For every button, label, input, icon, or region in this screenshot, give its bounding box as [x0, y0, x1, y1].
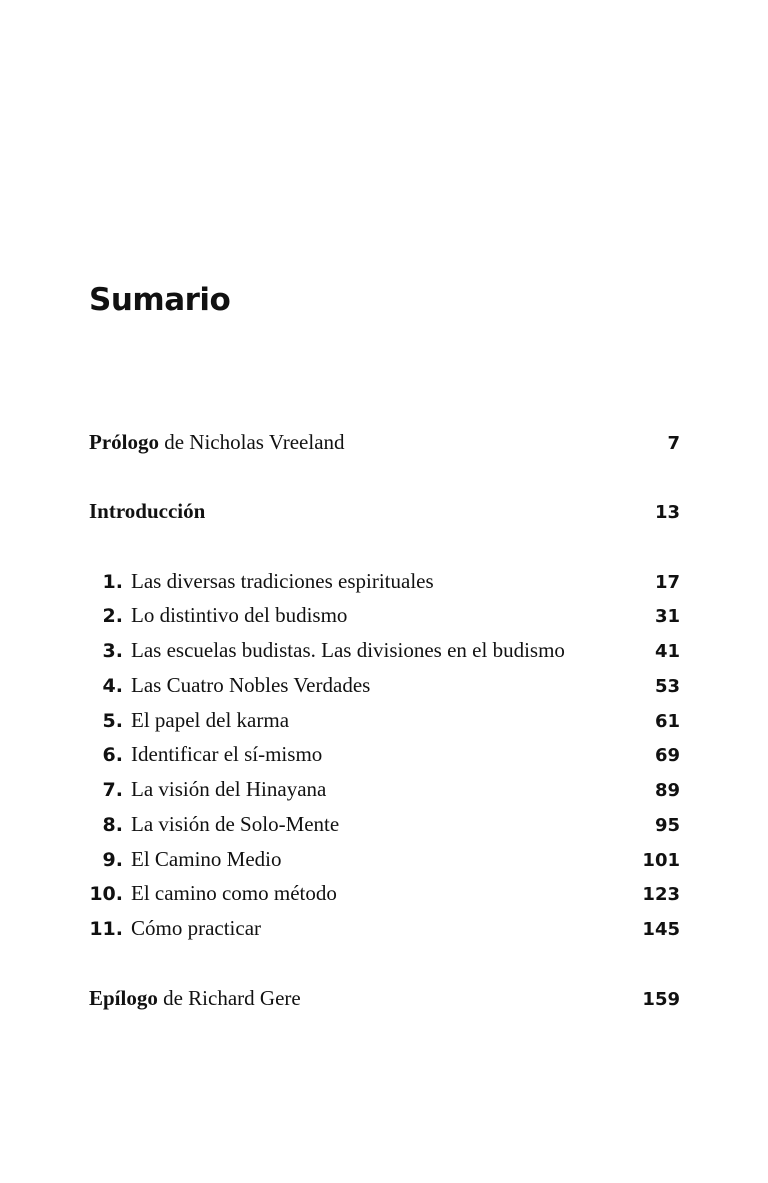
toc-page-number: 53 [654, 676, 680, 697]
toc-chapter-heading [89, 844, 282, 874]
toc-page-number: 31 [654, 606, 680, 627]
toc-entry-label: Prólogo [89, 430, 159, 454]
page-title: Sumario [89, 282, 231, 318]
toc-chapter-heading [89, 705, 289, 735]
toc-page-number: 41 [654, 641, 680, 662]
chapter-number: 6. [102, 744, 123, 766]
chapter-title: Lo distintivo del budismo [131, 603, 348, 627]
toc-chapter-6[interactable] [89, 739, 680, 769]
chapter-number: 3. [102, 640, 123, 662]
toc-entry-text [89, 496, 205, 526]
toc-entry-prologue[interactable] [89, 427, 680, 457]
toc-entry-introduction[interactable] [89, 496, 680, 526]
chapter-number: 11. [89, 918, 123, 940]
toc-chapter-heading [89, 809, 339, 839]
toc-chapter-heading [89, 566, 434, 596]
chapter-number: 5. [102, 710, 123, 732]
chapter-number: 9. [102, 849, 123, 871]
chapter-number: 10. [89, 883, 123, 905]
chapter-number: 2. [102, 605, 123, 627]
toc-page-number: 145 [642, 919, 680, 940]
toc-chapter-10[interactable] [89, 878, 680, 908]
toc-chapter-2[interactable] [89, 600, 680, 630]
toc-page-number: 123 [642, 884, 680, 905]
toc-entry-text [89, 983, 301, 1013]
chapter-title: El papel del karma [131, 708, 290, 732]
toc-page-number: 7 [667, 433, 680, 454]
chapter-title: La visión del Hinayana [131, 777, 327, 801]
toc-page-number: 101 [642, 850, 680, 871]
toc-page-number: 17 [654, 572, 680, 593]
toc-chapter-heading [89, 878, 337, 908]
toc-chapter-11[interactable] [89, 913, 680, 943]
chapter-title: Identificar el sí-mismo [131, 742, 323, 766]
toc-chapter-1[interactable] [89, 566, 680, 596]
toc-chapter-heading [89, 670, 370, 700]
toc-entry-text [89, 427, 345, 457]
toc-entry-suffix: de Richard Gere [157, 986, 301, 1010]
toc-page-number: 61 [654, 711, 680, 732]
toc-chapter-heading [89, 635, 565, 665]
toc-page-number: 89 [654, 780, 680, 801]
chapter-title: Las Cuatro Nobles Verdades [131, 673, 371, 697]
toc-entry-epilogue[interactable] [89, 983, 680, 1013]
toc-page-number: 95 [654, 815, 680, 836]
toc-chapter-4[interactable] [89, 670, 680, 700]
chapter-title: El camino como método [131, 881, 337, 905]
toc-chapter-3[interactable] [89, 635, 680, 665]
toc-entry-label: Epílogo [89, 986, 158, 1010]
toc-chapter-heading [89, 600, 347, 630]
chapter-title: Cómo practicar [131, 916, 262, 940]
chapter-number: 7. [102, 779, 123, 801]
toc-entry-label: Introducción [89, 499, 206, 523]
toc-chapter-heading [89, 739, 322, 769]
chapter-title: El Camino Medio [131, 847, 282, 871]
chapter-title: Las diversas tradiciones espirituales [131, 569, 434, 593]
toc-chapter-heading [89, 774, 326, 804]
toc-chapter-5[interactable] [89, 705, 680, 735]
chapter-number: 1. [102, 571, 123, 593]
chapter-title: La visión de Solo-Mente [131, 812, 340, 836]
chapter-number: 8. [102, 814, 123, 836]
toc-page-number: 69 [654, 745, 680, 766]
toc-chapter-8[interactable] [89, 809, 680, 839]
toc-page-number: 159 [642, 989, 680, 1010]
toc-chapter-heading [89, 913, 261, 943]
toc-entry-suffix: de Nicholas Vreeland [158, 430, 345, 454]
toc-page-number: 13 [654, 502, 680, 523]
chapter-title: Las escuelas budistas. Las divisiones en el budismo [131, 638, 565, 662]
toc-chapter-7[interactable] [89, 774, 680, 804]
toc-chapter-9[interactable] [89, 844, 680, 874]
chapter-number: 4. [102, 675, 123, 697]
